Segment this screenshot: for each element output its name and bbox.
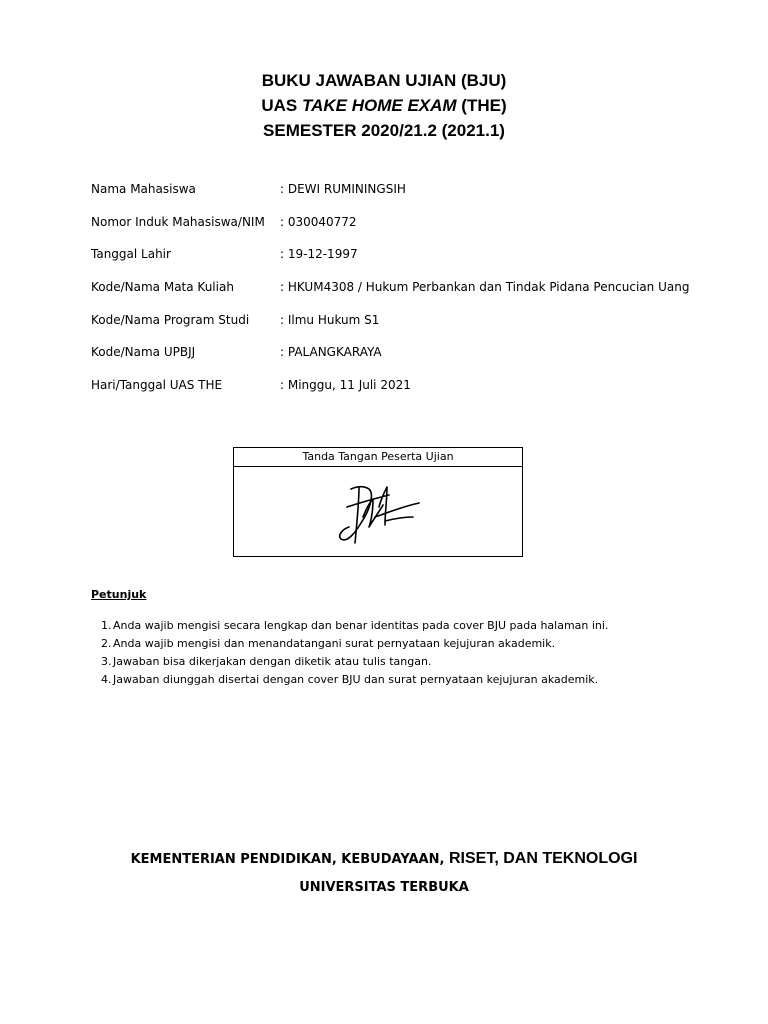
identity-row: [91, 215, 711, 248]
title-line-2: [0, 93, 768, 118]
identity-row: [91, 280, 711, 313]
identity-row: [91, 313, 711, 346]
ministry-name: [0, 848, 768, 871]
identity-row: [91, 182, 711, 215]
identity-row: [91, 345, 711, 378]
university-name: UNIVERSITAS TERBUKA: [299, 880, 469, 895]
list-item-number: 1.: [101, 619, 112, 632]
list-item-text: Jawaban bisa dikerjakan dengan diketik atau tulis tangan.: [113, 655, 432, 668]
identity-label: Nomor Induk Mahasiswa/NIM: [91, 214, 265, 229]
identity-table: [91, 182, 711, 411]
identity-value: : Minggu, 11 Juli 2021: [280, 378, 411, 393]
identity-row: [91, 378, 711, 411]
title-line-1: BUKU JAWABAN UJIAN (BJU): [261, 71, 507, 90]
instructions-list: [91, 617, 711, 689]
identity-value: : 030040772: [280, 214, 357, 229]
list-item-text: Anda wajib mengisi secara lengkap dan benar identitas pada cover BJU pada halaman ini.: [113, 619, 609, 632]
list-item: [91, 617, 711, 635]
identity-label: Hari/Tanggal UAS THE: [91, 378, 223, 393]
title-line-2-prefix: UAS: [261, 96, 302, 115]
identity-value: : DEWI RUMININGSIH: [280, 182, 406, 196]
list-item: [91, 653, 711, 671]
list-item: [91, 671, 711, 689]
identity-value: : HKUM4308 / Hukum Perbankan dan Tindak Pidana Pencucian Uang: [280, 280, 690, 295]
identity-value: : PALANGKARAYA: [280, 345, 382, 360]
title-line-2-italic: TAKE HOME EXAM: [302, 96, 457, 115]
identity-label: Kode/Nama UPBJJ: [91, 345, 196, 360]
instructions-heading: Petunjuk: [91, 588, 147, 601]
title-line-2-suffix: (THE): [456, 96, 507, 115]
document-title: [0, 68, 768, 143]
list-item: [91, 635, 711, 653]
list-item-number: 4.: [101, 673, 112, 686]
footer: [0, 848, 768, 899]
signature-area: [234, 467, 522, 557]
identity-label: Kode/Nama Program Studi: [91, 312, 250, 327]
list-item-text: Anda wajib mengisi dan menandatangani surat pernyataan kejujuran akademik.: [113, 637, 556, 650]
identity-label: Tanggal Lahir: [91, 247, 171, 262]
identity-label: Nama Mahasiswa: [91, 182, 196, 196]
signature-box: [233, 447, 523, 557]
list-item-text: Jawaban diunggah disertai dengan cover BJU dan surat pernyataan kejujuran akademik.: [113, 673, 599, 686]
identity-row: [91, 247, 711, 280]
instructions-section: [91, 588, 711, 689]
signature-image: [329, 477, 429, 549]
identity-label: Kode/Nama Mata Kuliah: [91, 280, 234, 295]
ministry-name-part1: KEMENTERIAN PENDIDIKAN, KEBUDAYAAN,: [130, 852, 449, 867]
list-item-number: 2.: [101, 637, 112, 650]
ministry-name-part2: RISET, DAN TEKNOLOGI: [448, 850, 638, 867]
list-item-number: 3.: [101, 655, 112, 668]
identity-value: : Ilmu Hukum S1: [280, 312, 380, 327]
title-line-3: SEMESTER 2020/21.2 (2021.1): [263, 121, 505, 140]
identity-value: : 19-12-1997: [280, 247, 358, 262]
signature-header: Tanda Tangan Peserta Ujian: [234, 448, 522, 467]
